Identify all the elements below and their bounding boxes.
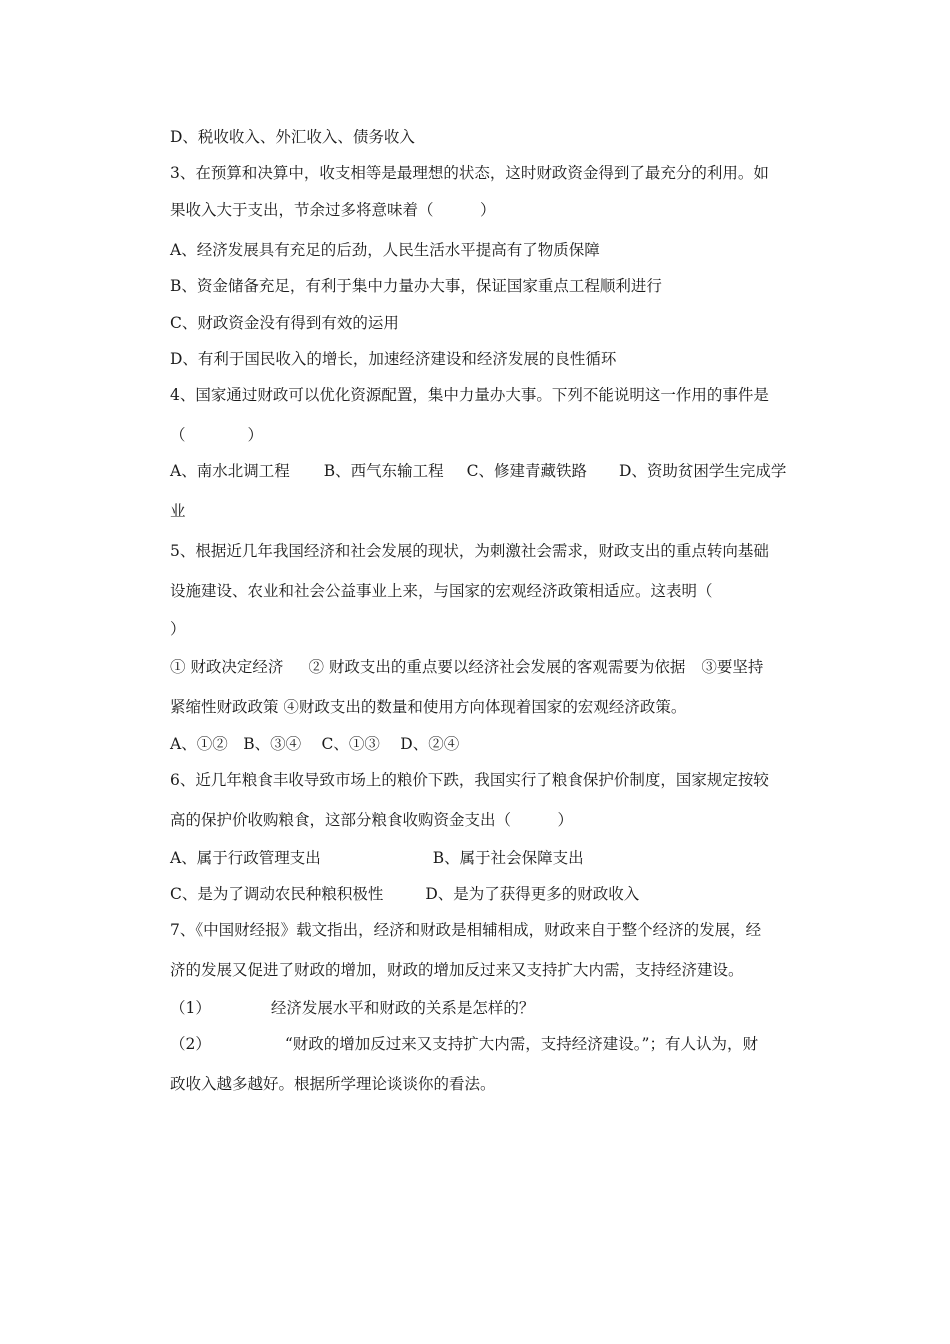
question-7-stem-cont: 济的发展又促进了财政的增加，财政的增加反过来又支持扩大内需，支持经济建设。 [170,961,744,979]
question-4-stem: 4、国家通过财政可以优化资源配置，集中力量办大事。下列不能说明这一作用的事件是 [170,386,769,404]
question-5-statements [170,657,763,677]
question-4-options [170,461,786,481]
option-d-q2: D、税收收入、外汇收入、债务收入 [170,128,415,146]
option-d-q3: D、有利于国民收入的增长，加速经济建设和经济发展的良性循环 [170,350,617,368]
question-3-stem: 3、在预算和决算中，收支相等是最理想的状态，这时财政资金得到了最充分的利用。如 [170,164,769,182]
option-b-q4: B、西气东输工程 [323,462,444,480]
question-6-stem-cont: 高的保护价收购粮食，这部分粮食收购资金支出（ ） [170,811,574,829]
option-d-q4: D、资助贫困学生完成学 [618,462,787,480]
question-5-bracket: ） [170,620,186,638]
option-b-q3: B、资金储备充足，有利于集中力量办大事，保证国家重点工程顺利进行 [170,277,662,295]
question-5-options: A、①② B、③④ C、①③ D、②④ [170,735,460,753]
statement-3: ③要坚持 [701,658,764,676]
option-c-q6: C、是为了调动农民种粮积极性 [170,885,384,903]
sub-question-1-text: 经济发展水平和财政的关系是怎样的？ [270,999,535,1017]
option-a-q4: A、南水北调工程 [170,462,290,480]
question-5-stem: 5、根据近几年我国经济和社会发展的现状，为刺激社会需求，财政支出的重点转向基础 [170,542,769,560]
sub-question-2-cont: 政收入越多越好。根据所学理论谈谈你的看法。 [170,1075,496,1093]
sub-question-2-text: “财政的增加反过来又支持扩大内需，支持经济建设。”；有人认为，财 [284,1035,758,1053]
option-d-q6: D、是为了获得更多的财政收入 [425,885,640,903]
option-a-q3: A、经济发展具有充足的后劲，人民生活水平提高有了物质保障 [170,241,600,259]
question-6-options-row2 [170,884,639,904]
sub-question-1-number: （1） [170,999,211,1017]
option-c-q3: C、财政资金没有得到有效的运用 [170,314,399,332]
option-a-q6: A、属于行政管理支出 [170,849,321,867]
question-6-options-row1 [170,848,584,868]
sub-question-2-number: （2） [170,1035,211,1053]
question-6-stem: 6、近几年粮食丰收导致市场上的粮价下跌，我国实行了粮食保护价制度，国家规定按较 [170,771,769,789]
question-5-stem-cont: 设施建设、农业和社会公益事业上来，与国家的宏观经济政策相适应。这表明（ [170,582,713,600]
question-4-blank: （ ） [170,426,264,444]
option-b-q6: B、属于社会保障支出 [432,849,584,867]
sub-question-2 [170,1034,758,1054]
option-c-q4: C、修建青藏铁路 [466,462,587,480]
sub-question-1 [170,998,534,1018]
statement-2: ② 财政支出的重点要以经济社会发展的客观需要为依据 [308,658,686,676]
option-d-q4-cont: 业 [170,502,186,520]
question-3-stem-cont: 果收入大于支出，节余过多将意味着（ ） [170,201,496,219]
question-5-statements-cont: 紧缩性财政政策 ④财政支出的数量和使用方向体现着国家的宏观经济政策。 [170,698,687,716]
question-7-stem: 7、《中国财经报》载文指出，经济和财政是相辅相成，财政来自于整个经济的发展，经 [170,921,762,939]
statement-1: ① 财政决定经济 [170,658,284,676]
